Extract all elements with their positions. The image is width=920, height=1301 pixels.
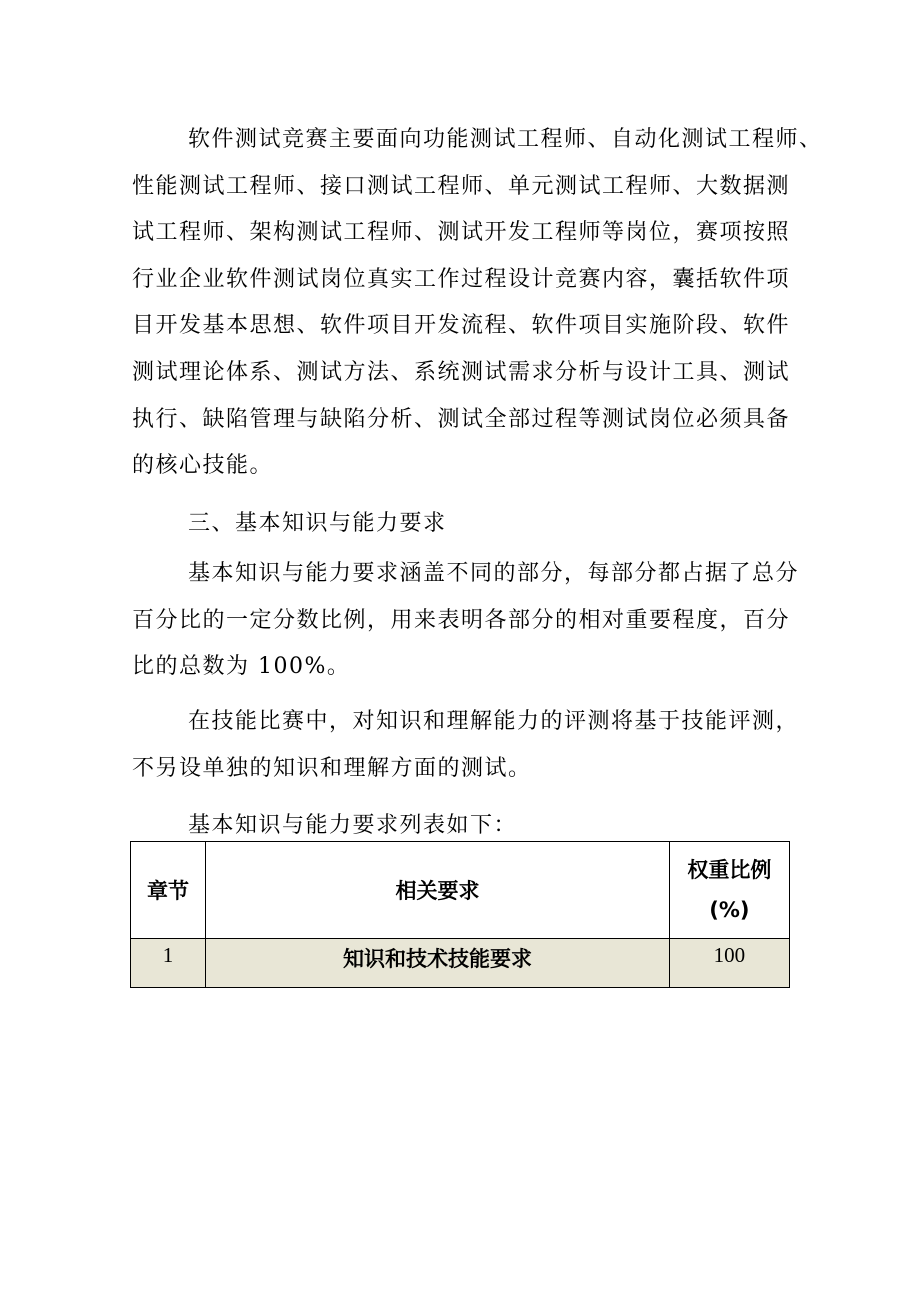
paragraph-line: 目开发基本思想、软件项目开发流程、软件项目实施阶段、软件 — [132, 313, 791, 339]
paragraph-line: 测试理论体系、测试方法、系统测试需求分析与设计工具、测试 — [132, 359, 791, 385]
paragraph-percentage-description — [132, 551, 800, 691]
paragraph-line: 试工程师、架构测试工程师、测试开发工程师等岗位，赛项按照 — [132, 220, 791, 246]
requirements-table — [130, 841, 790, 988]
paragraph-line: 百分比的一定分数比例，用来表明各部分的相对重要程度，百分 — [132, 607, 791, 633]
table-header-row — [131, 842, 790, 939]
paragraph-competition-overview — [132, 117, 823, 490]
cell-weight: 100 — [669, 939, 789, 988]
cell-chapter: 1 — [131, 939, 206, 988]
paragraph-line: 性能测试工程师、接口测试工程师、单元测试工程师、大数据测 — [132, 173, 791, 199]
paragraph-line: 执行、缺陷管理与缺陷分析、测试全部过程等测试岗位必须具备 — [132, 406, 791, 432]
table-row — [131, 939, 790, 988]
section-heading — [132, 501, 792, 548]
header-chapter: 章节 — [131, 842, 206, 939]
paragraph-line: 行业企业软件测试岗位真实工作过程设计竞赛内容，囊括软件项 — [132, 266, 791, 292]
header-weight — [669, 842, 789, 939]
paragraph-line: 软件测试竞赛主要面向功能测试工程师、自动化测试工程师、 — [188, 127, 823, 152]
header-weight-line1: 权重比例 — [687, 858, 772, 882]
header-requirement: 相关要求 — [206, 842, 670, 939]
paragraph-line: 不另设单独的知识和理解方面的测试。 — [132, 755, 532, 781]
cell-requirement: 知识和技术技能要求 — [206, 939, 670, 988]
section-heading-text: 三、基本知识与能力要求 — [188, 511, 447, 536]
header-weight-line2: (%) — [709, 898, 750, 922]
table-intro-text: 基本知识与能力要求列表如下： — [188, 813, 518, 838]
paragraph-line: 在技能比赛中，对知识和理解能力的评测将基于技能评测， — [188, 709, 800, 734]
paragraph-line: 基本知识与能力要求涵盖不同的部分，每部分都占据了总分 — [188, 561, 800, 586]
paragraph-line: 的核心技能。 — [132, 453, 274, 479]
paragraph-evaluation-note — [132, 699, 800, 792]
paragraph-line: 比的总数为 100%。 — [132, 654, 351, 680]
